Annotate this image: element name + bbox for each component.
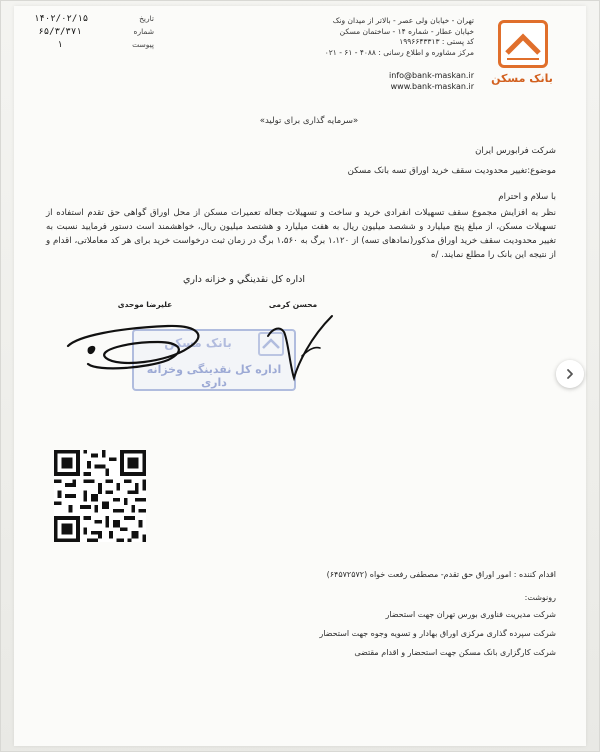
number-label: شماره — [133, 27, 154, 36]
cc-title: رونوشت: — [524, 593, 556, 602]
signer-name-left: علیرضا موحدی — [117, 300, 173, 309]
bank-contact-web — [334, 70, 474, 92]
cc-item: شرکت مدیریت فناوری بورس تهران جهت استحضار — [385, 610, 556, 619]
email-link[interactable]: info@bank-maskan.ir — [389, 71, 474, 80]
date-value: ۱۴۰۲/۰۲/۱۵ — [34, 14, 89, 24]
letter-meta — [34, 14, 154, 53]
signature-stroke — [68, 326, 198, 368]
greeting: با سلام و احترام — [498, 192, 556, 202]
qr-code — [54, 450, 146, 542]
date-row — [34, 14, 154, 27]
prepared-by: اقدام کننده : امور اوراق حق تقدم- مصطفی رفعت خواه (۶۴۵۷۲۵۷۲) — [326, 570, 556, 579]
signature-stroke — [88, 346, 96, 354]
bank-logo-icon — [498, 20, 548, 68]
address-line: خیابان عطار - شماره ۱۴ - ساختمان مسکن — [339, 26, 474, 36]
attachment-row — [34, 40, 154, 53]
number-row — [34, 27, 154, 40]
signer-name-right: محسن کرمی — [268, 300, 318, 309]
letter-body — [46, 144, 556, 262]
address-line: کد پستی : ۱۹۹۶۶۴۳۳۱۳ — [399, 37, 474, 46]
number-value: ۶۵/۳/۳۷۱ — [38, 27, 82, 37]
date-label: تاریخ — [139, 14, 154, 23]
handwritten-signatures — [58, 306, 358, 406]
bank-name: بانک مسکن — [491, 72, 553, 85]
address-line: تهران - خیابان ولی عصر - بالاتر از میدان ونک — [332, 16, 474, 25]
slogan: «سرمایه گذاری برای تولید» — [259, 116, 359, 126]
stamp-bank-name: بانک مسکن — [164, 336, 232, 350]
recipient: شرکت فرابورس ایران — [475, 146, 556, 156]
cc-item: شرکت کارگزاری بانک مسکن جهت استحضار و اقدام مقتضی — [354, 648, 556, 657]
letter-footer — [36, 568, 556, 665]
chevron-right-icon — [564, 368, 576, 380]
letter-paragraph: نظر به افزایش مجموع سقف تسهیلات انفرادی خرید و ساخت و تسهیلات جعاله تعمیرات مسکن از محل اوراق گواهی حق تقدم استفاده از تسهیلات مسکن، از مبلغ پنج میلیارد و ششصد میلیون ریال به هفت میلیارد و هشتصد میلیون ریال، خواهشمند است دستور فرمایید نسبت به تغییر محدودیت سقف خرید اوراق مذکور(نمادهای تسه) از ۱،۱۲۰ برگ به ۱،۵۶۰ برگ در زمان ثبت درخواست خرید برای هر کد معاملاتی، اقدام و از نتیجه این بانک را مطلع نمایند. /ه — [46, 208, 556, 260]
signature-stroke — [268, 316, 332, 378]
next-image-button[interactable] — [556, 360, 584, 388]
stamp-department: اداره کل نقدینگی وخزانه داری — [146, 363, 282, 389]
cc-item: شرکت سپرده گذاری مرکزی اوراق بهادار و تسویه وجوه جهت استحضار — [319, 629, 556, 638]
house-roof-icon — [501, 23, 545, 65]
attachment-value: ۱ — [57, 40, 63, 50]
department-title: اداره کل نقدینگي و خزانه داري — [183, 274, 305, 285]
subject: موضوع:تغییر محدودیت سقف خرید اوراق تسه بانک مسکن — [347, 166, 556, 176]
website-link[interactable]: www.bank-maskan.ir — [390, 82, 474, 91]
address-line: مرکز مشاوره و اطلاع رسانی : ۴۰۸۸ - ۶۱ - ۰۲۱ — [324, 47, 474, 57]
letter-page — [14, 6, 586, 746]
attachment-label: پیوست — [132, 40, 154, 49]
bank-address — [254, 16, 474, 58]
